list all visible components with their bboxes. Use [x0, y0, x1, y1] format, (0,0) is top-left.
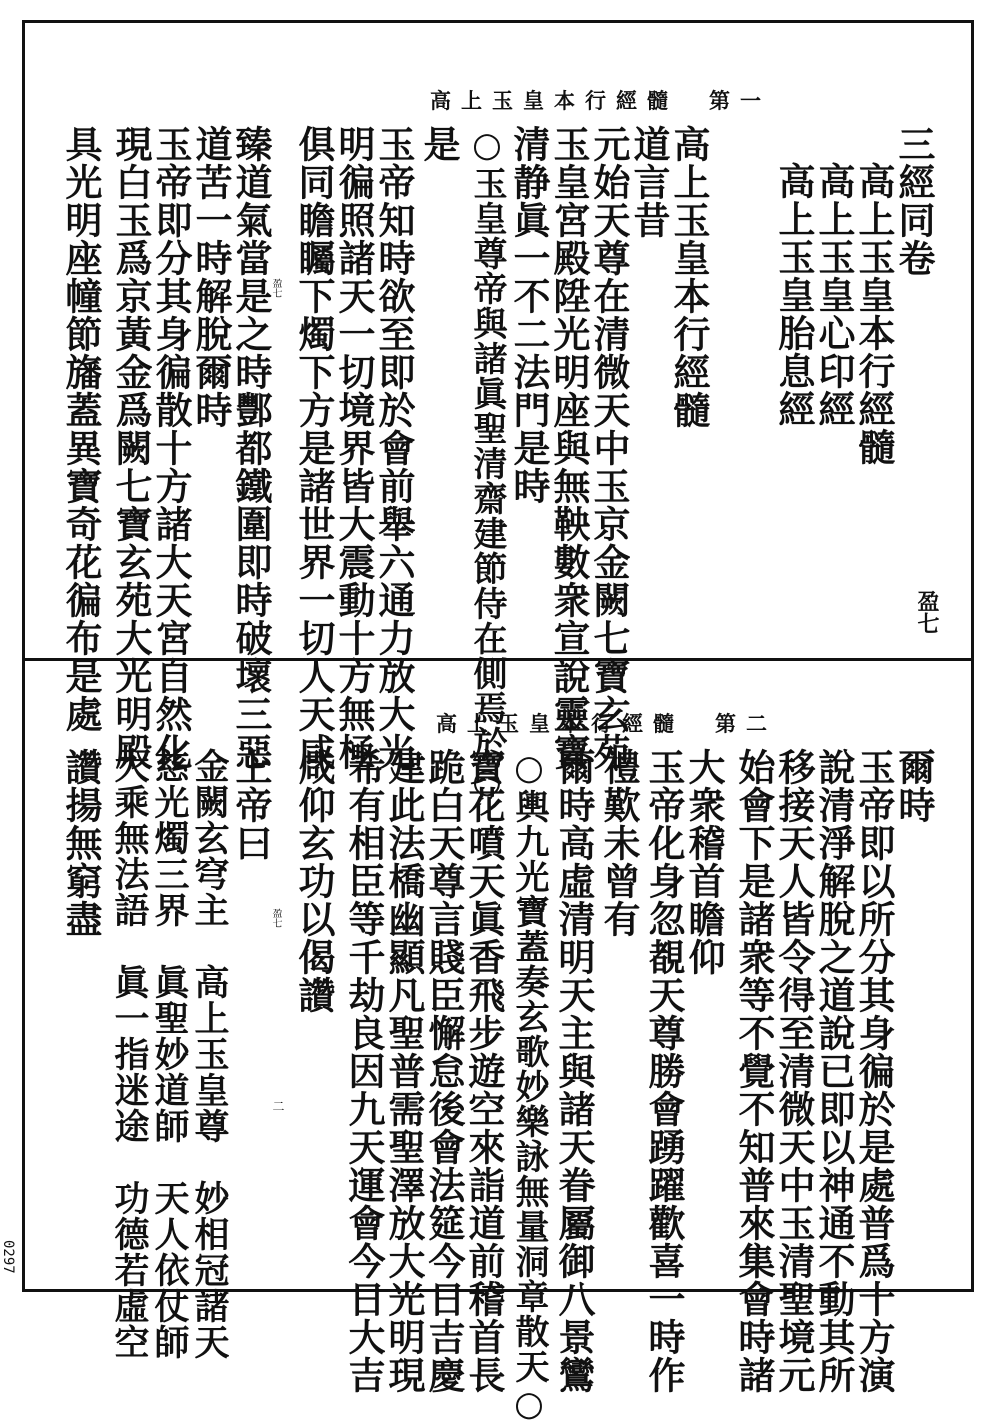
top-page-header: 高上玉皇本行經髓 第一 [430, 88, 771, 113]
top-col-19: 具光明座幢節旛蓋異寶奇花徧布是處 [59, 125, 103, 733]
bottom-col-19: 大乘無法語 眞一指迷途 功德若虛空 [109, 748, 150, 1360]
bottom-col-13: 建此法橋幽顯凡聖普需聖澤放大光明現 [382, 748, 426, 1394]
bottom-col-8: 禮歎未曾有 [597, 748, 641, 938]
bottom-small-mark: 盈七 [270, 908, 281, 928]
bottom-col-20: 讚揚無窮盡 [59, 748, 103, 938]
top-col-4: 高上玉皇胎息經 [772, 162, 816, 428]
top-col-5: 高上玉皇本行經髓 [667, 125, 711, 429]
top-col-7: 元始天尊在清微天中玉京金闕七寶玄苑 [587, 125, 631, 771]
bottom-col-6: 大衆稽首瞻仰 [682, 748, 726, 976]
bottom-col-1: 爾時 [892, 748, 936, 824]
bottom-col-7: 玉帝化身忽覩天尊勝會踴躍歡喜一時作 [642, 748, 686, 1394]
bottom-col-4: 移接天人皆令得至清微天中玉清聖境元 [772, 748, 816, 1394]
bottom-col-15: 咸仰玄功以偈讚 [292, 748, 336, 1014]
edge-page-number: 0297 [0, 1240, 16, 1274]
top-col-12: 玉帝知時欲至即於會前舉六通力放大光 [372, 125, 416, 771]
top-col-9: 清静眞一不二法門是時 [507, 125, 551, 505]
top-col-1: 三經同卷 [892, 125, 936, 277]
bottom-col-17: 金闕玄穹主 高上玉皇尊 妙相冠諸天 [189, 748, 230, 1360]
top-col-6: 道言昔 [627, 125, 671, 239]
bottom-col-2: 玉帝即以所分其身徧於是處普爲十方演 [852, 748, 896, 1394]
top-col-16: 道苦一時解脫爾時 [189, 125, 233, 429]
top-col-11: 是 [417, 125, 461, 163]
top-col-14: 俱同瞻矚下燭下方是諸世界一切人天咸 [292, 125, 336, 771]
bottom-col-16: 上帝曰 [229, 748, 273, 862]
bottom-col-12: 跪白天尊言賤臣懈怠後會法筵今日吉慶 [422, 748, 466, 1394]
top-col-10: ○玉皇尊帝與諸眞聖清齋建節侍在側焉於○ [467, 125, 507, 802]
top-page-mark: 盈七 [914, 590, 940, 634]
top-col-2: 高上玉皇本行經髓 [852, 162, 896, 466]
top-col-17: 玉帝即分其身徧散十方諸大天宮自然化 [149, 125, 193, 771]
bottom-col-18: 慈光燭三界 眞聖妙道師 天人依仗師 [149, 748, 190, 1360]
top-col-13: 明徧照諸天一切境界皆大震動十方無極 [332, 125, 376, 771]
top-col-18: 現白玉爲京黃金爲闕七寶玄苑大光明殿 [109, 125, 153, 771]
top-col-8: 玉皇宮殿陞光明座與無鞅數衆宣說靈寶 [547, 125, 591, 771]
bottom-small-num: 二 [271, 1100, 285, 1112]
bottom-col-11: 寶花噴天眞香飛步遊空來詣道前稽首長 [462, 748, 506, 1394]
bottom-col-3: 說清淨解脫之道說已即以神通不動其所 [812, 748, 856, 1394]
top-col-15: 臻道氣當是之時酆都鐵圍即時破壞三惡 [229, 125, 273, 771]
bottom-page-header: 高上玉皇本行經髓 第二 [436, 711, 777, 736]
bottom-col-10: ○輿九光寶蓋奏玄歌妙樂詠無量洞章散天○ [509, 748, 549, 1425]
top-small-mark: 盈七 [270, 278, 281, 298]
bottom-col-9: 爾時高虛清明天主與諸天眷屬御八景鸞 [552, 748, 596, 1394]
bottom-col-5: 始會下是諸衆等不覺不知普來集會時諸 [732, 748, 776, 1394]
bottom-col-14: 希有相臣等千劫良因九天運會今日大吉 [342, 748, 386, 1394]
top-col-3: 高上玉皇心印經 [812, 162, 856, 428]
